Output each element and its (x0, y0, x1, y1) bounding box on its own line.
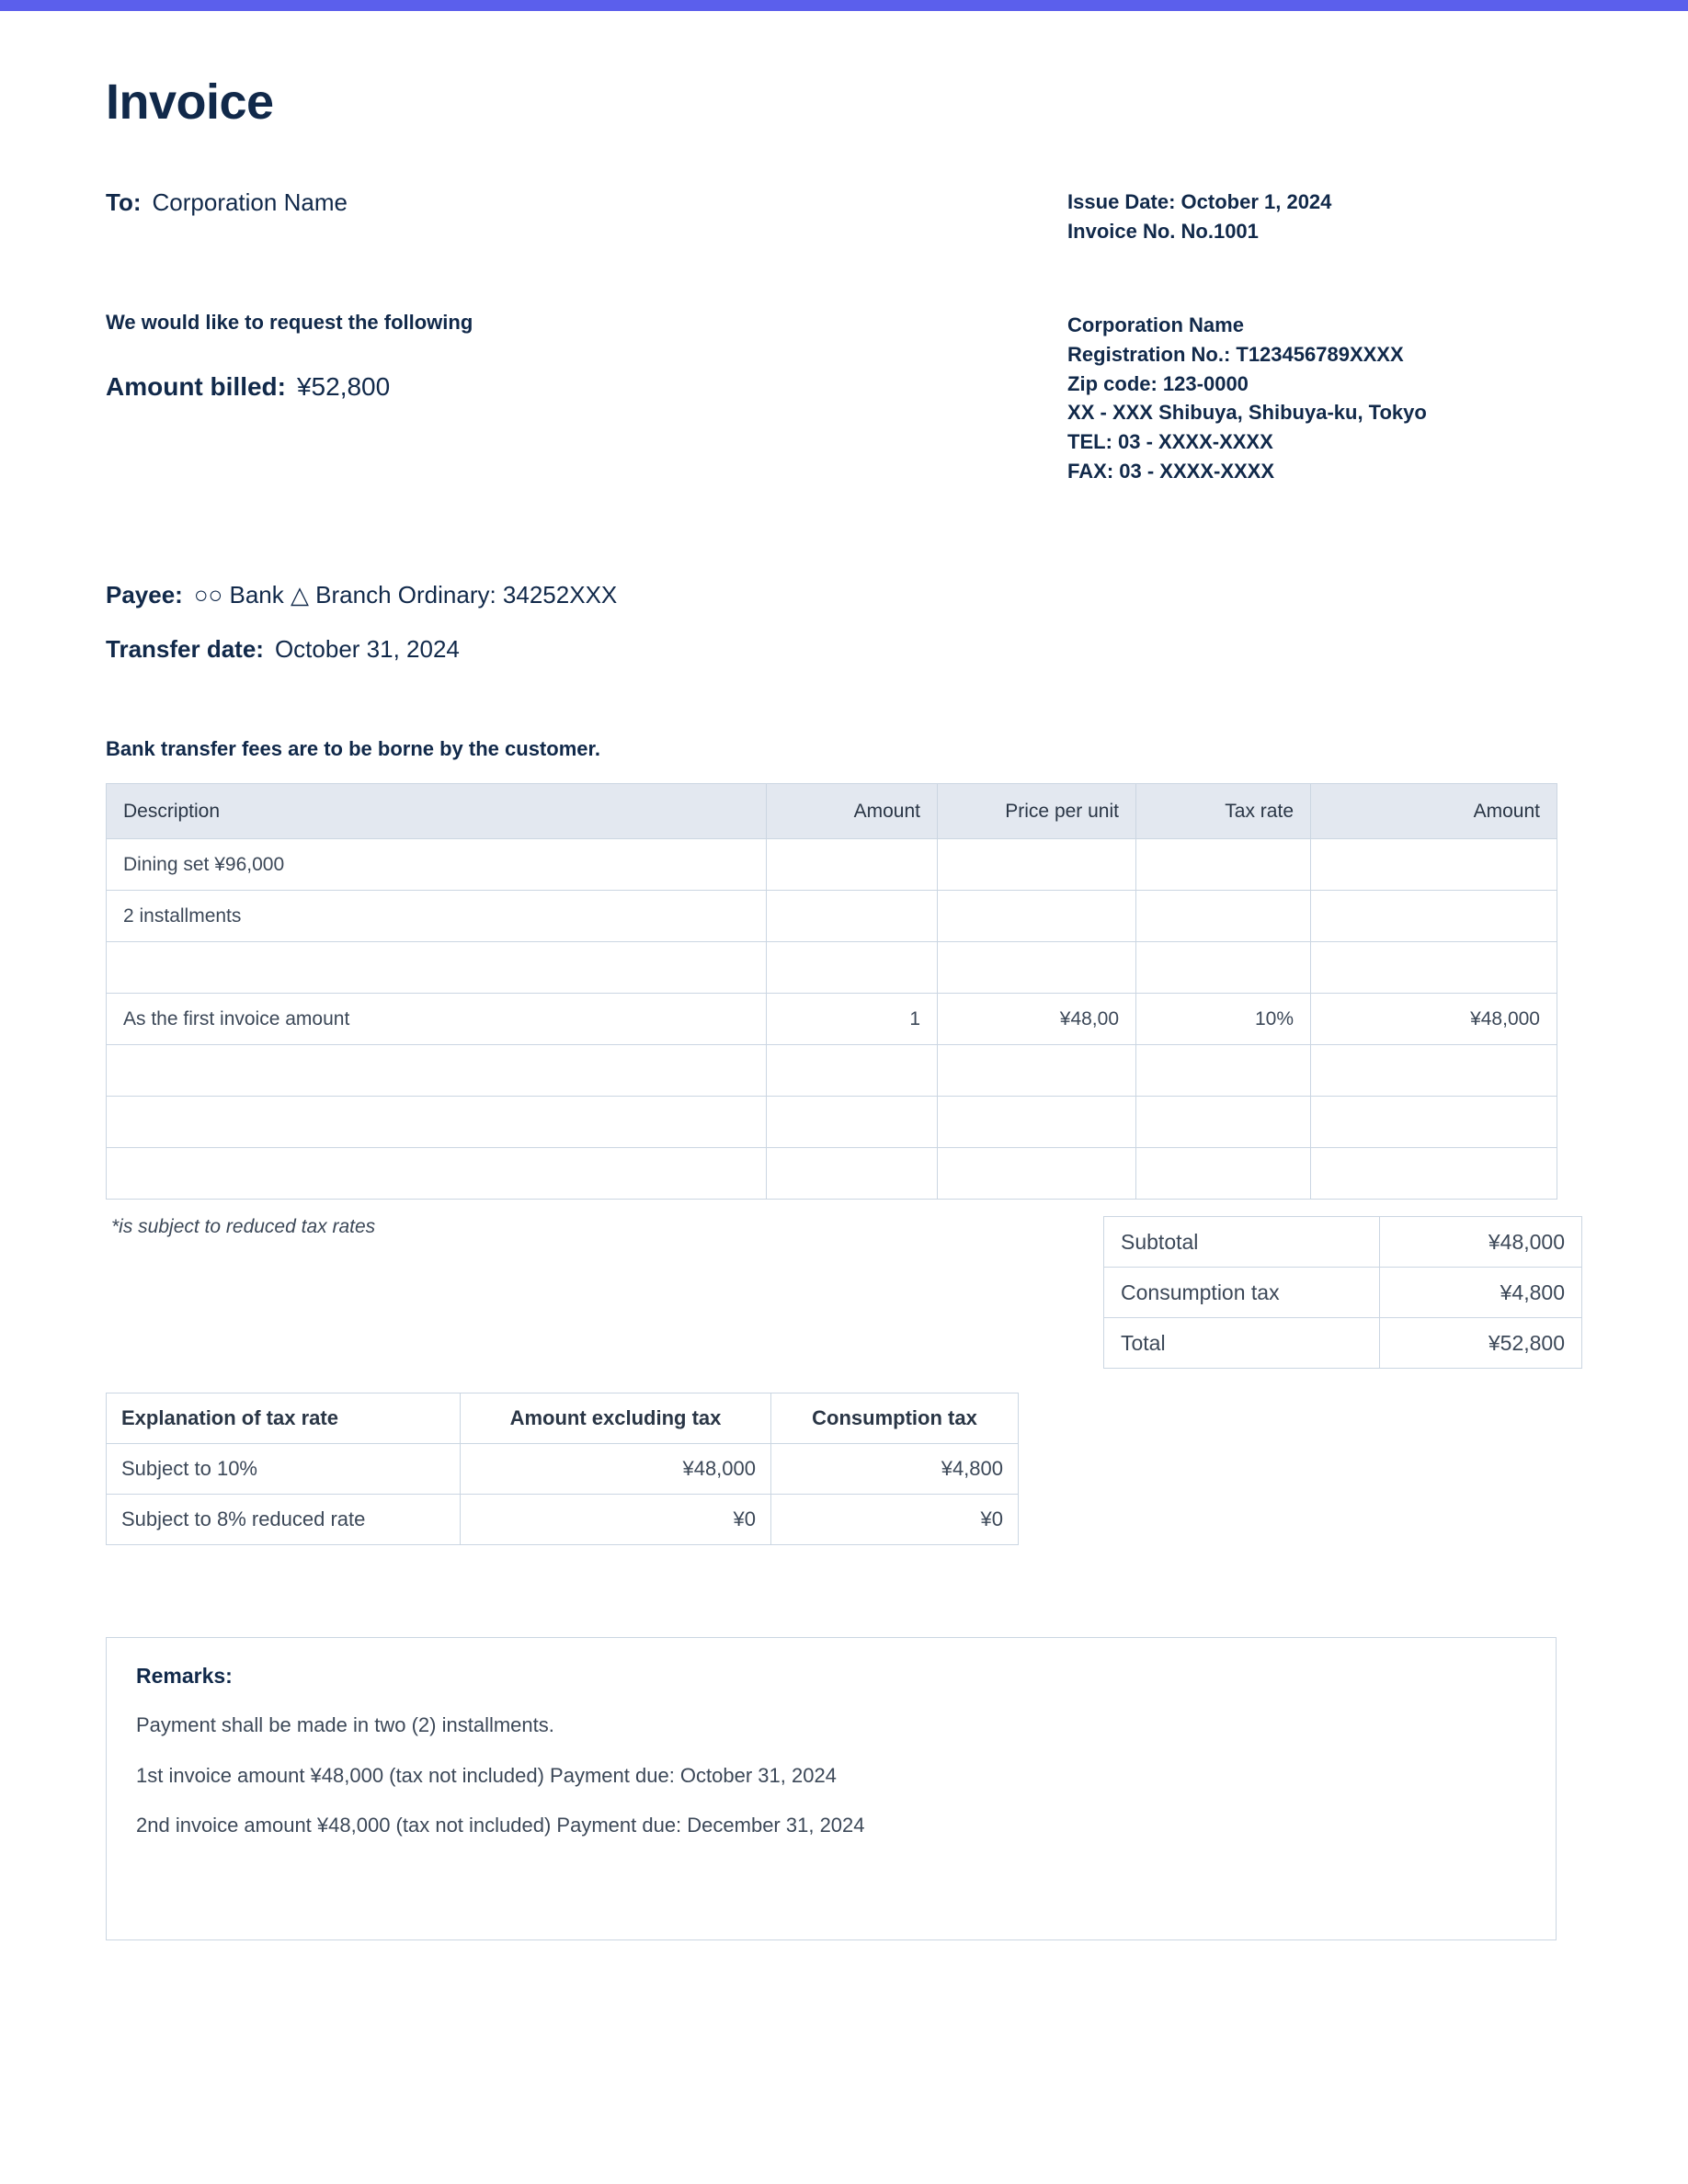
cell-price (938, 839, 1136, 891)
transfer-date-label: Transfer date: (106, 634, 264, 663)
totals-value-total: ¥52,800 (1380, 1318, 1582, 1369)
remarks-line: 2nd invoice amount ¥48,000 (tax not included) Payment due: December 31, 2024 (136, 1814, 865, 1837)
totals-label-consumption-tax: Consumption tax (1104, 1268, 1380, 1318)
cell-description (107, 1045, 767, 1097)
issuer-fax: FAX: 03 - XXXX-XXXX (1067, 460, 1275, 483)
table-row (107, 1444, 1019, 1495)
totals-value-subtotal: ¥48,000 (1380, 1217, 1582, 1268)
items-table (106, 783, 1557, 1200)
issuer-name: Corporation Name (1067, 313, 1244, 336)
amount-billed-label: Amount billed: (106, 371, 286, 401)
recipient-issue-row (106, 188, 1582, 246)
cell-price (938, 1045, 1136, 1097)
totals-label-total: Total (1104, 1318, 1380, 1369)
cell-total (1311, 891, 1557, 942)
recipient-block (106, 188, 1017, 218)
billing-issuer-row (106, 311, 1582, 486)
recipient-label: To: (106, 188, 142, 216)
tax-cell-excluding: ¥0 (461, 1495, 771, 1545)
cell-tax-rate (1136, 1148, 1311, 1200)
items-header-total-amount: Amount (1311, 784, 1557, 839)
remarks-box (106, 1637, 1557, 1940)
table-row (107, 891, 1557, 942)
cell-amount: 1 (767, 994, 938, 1045)
remarks-title: Remarks: (136, 1664, 233, 1689)
cell-amount (767, 1045, 938, 1097)
accent-bar (0, 0, 1688, 11)
cell-tax-rate (1136, 891, 1311, 942)
remarks-line: 1st invoice amount ¥48,000 (tax not included) Payment due: October 31, 2024 (136, 1763, 837, 1787)
cell-tax-rate (1136, 942, 1311, 994)
remarks-line: Payment shall be made in two (2) installments. (136, 1713, 554, 1737)
transfer-date-value: October 31, 2024 (274, 634, 460, 663)
totals-label-subtotal: Subtotal (1104, 1217, 1380, 1268)
tax-rate-header-row (107, 1393, 1019, 1444)
totals-table (1103, 1216, 1582, 1369)
bank-fee-note: Bank transfer fees are to be borne by the customer. (106, 737, 600, 761)
cell-price (938, 1148, 1136, 1200)
table-row (107, 1045, 1557, 1097)
cell-price: ¥48,00 (938, 994, 1136, 1045)
payee-line (106, 580, 1582, 610)
totals-row-subtotal (1104, 1217, 1582, 1268)
billing-block (106, 311, 1017, 403)
tax-header-amount-excluding-tax: Amount excluding tax (461, 1393, 771, 1444)
tax-header-consumption-tax: Consumption tax (771, 1393, 1019, 1444)
cell-total (1311, 942, 1557, 994)
amount-billed-line (106, 371, 1017, 403)
table-row (107, 839, 1557, 891)
items-table-body (107, 839, 1557, 1200)
cell-amount (767, 1148, 938, 1200)
recipient-line (106, 188, 1017, 218)
items-table-header-row (107, 784, 1557, 839)
items-header-amount: Amount (767, 784, 938, 839)
issue-date: Issue Date: October 1, 2024 (1067, 190, 1332, 213)
items-header-description: Description (107, 784, 767, 839)
invoice-number: Invoice No. No.1001 (1067, 219, 1259, 243)
cell-tax-rate (1136, 1097, 1311, 1148)
cell-description: As the first invoice amount (107, 994, 767, 1045)
totals-row-total (1104, 1318, 1582, 1369)
table-row (107, 1148, 1557, 1200)
tax-rate-table-head (107, 1393, 1019, 1444)
reduced-rate-note: *is subject to reduced tax rates (111, 1216, 376, 1238)
tax-rate-table-body (107, 1444, 1019, 1545)
cell-total (1311, 1097, 1557, 1148)
tax-header-explanation: Explanation of tax rate (107, 1393, 461, 1444)
totals-row-consumption-tax (1104, 1268, 1582, 1318)
notes-totals-row (106, 1216, 1582, 1369)
tax-cell-tax: ¥4,800 (771, 1444, 1019, 1495)
issuer-registration: Registration No.: T123456789XXXX (1067, 342, 1404, 366)
totals-value-consumption-tax: ¥4,800 (1380, 1268, 1582, 1318)
cell-description (107, 1097, 767, 1148)
cell-price (938, 1097, 1136, 1148)
cell-description (107, 942, 767, 994)
cell-amount (767, 1097, 938, 1148)
table-row (107, 1097, 1557, 1148)
issuer-zip: Zip code: 123-0000 (1067, 371, 1249, 395)
cell-total (1311, 1045, 1557, 1097)
items-table-head (107, 784, 1557, 839)
issuer-address: XX - XXX Shibuya, Shibuya-ku, Tokyo (1067, 401, 1427, 425)
cell-amount (767, 839, 938, 891)
issue-block (1017, 188, 1582, 246)
payee-value: ○○ Bank △ Branch Ordinary: 34252XXX (193, 581, 618, 609)
cell-tax-rate (1136, 1045, 1311, 1097)
cell-tax-rate: 10% (1136, 994, 1311, 1045)
table-row (107, 994, 1557, 1045)
cell-description: 2 installments (107, 891, 767, 942)
payee-label: Payee: (106, 581, 183, 609)
cell-price (938, 891, 1136, 942)
cell-description (107, 1148, 767, 1200)
page-title: Invoice (106, 74, 274, 130)
tax-cell-tax: ¥0 (771, 1495, 1019, 1545)
cell-amount (767, 891, 938, 942)
cell-total: ¥48,000 (1311, 994, 1557, 1045)
table-row (107, 942, 1557, 994)
cell-price (938, 942, 1136, 994)
cell-total (1311, 1148, 1557, 1200)
cell-tax-rate (1136, 839, 1311, 891)
tax-cell-label: Subject to 8% reduced rate (107, 1495, 461, 1545)
amount-billed-value: ¥52,800 (296, 371, 391, 401)
issuer-tel: TEL: 03 - XXXX-XXXX (1067, 430, 1273, 454)
items-header-tax-rate: Tax rate (1136, 784, 1311, 839)
recipient-name: Corporation Name (152, 188, 348, 216)
transfer-date-line (106, 634, 1582, 665)
items-header-price-per-unit: Price per unit (938, 784, 1136, 839)
tax-cell-excluding: ¥48,000 (461, 1444, 771, 1495)
invoice-page (0, 74, 1688, 1940)
request-text: We would like to request the following (106, 310, 473, 334)
cell-amount (767, 942, 938, 994)
tax-rate-table (106, 1393, 1019, 1545)
table-row (107, 1495, 1019, 1545)
tax-cell-label: Subject to 10% (107, 1444, 461, 1495)
cell-total (1311, 839, 1557, 891)
cell-description: Dining set ¥96,000 (107, 839, 767, 891)
issuer-block (1017, 311, 1582, 486)
